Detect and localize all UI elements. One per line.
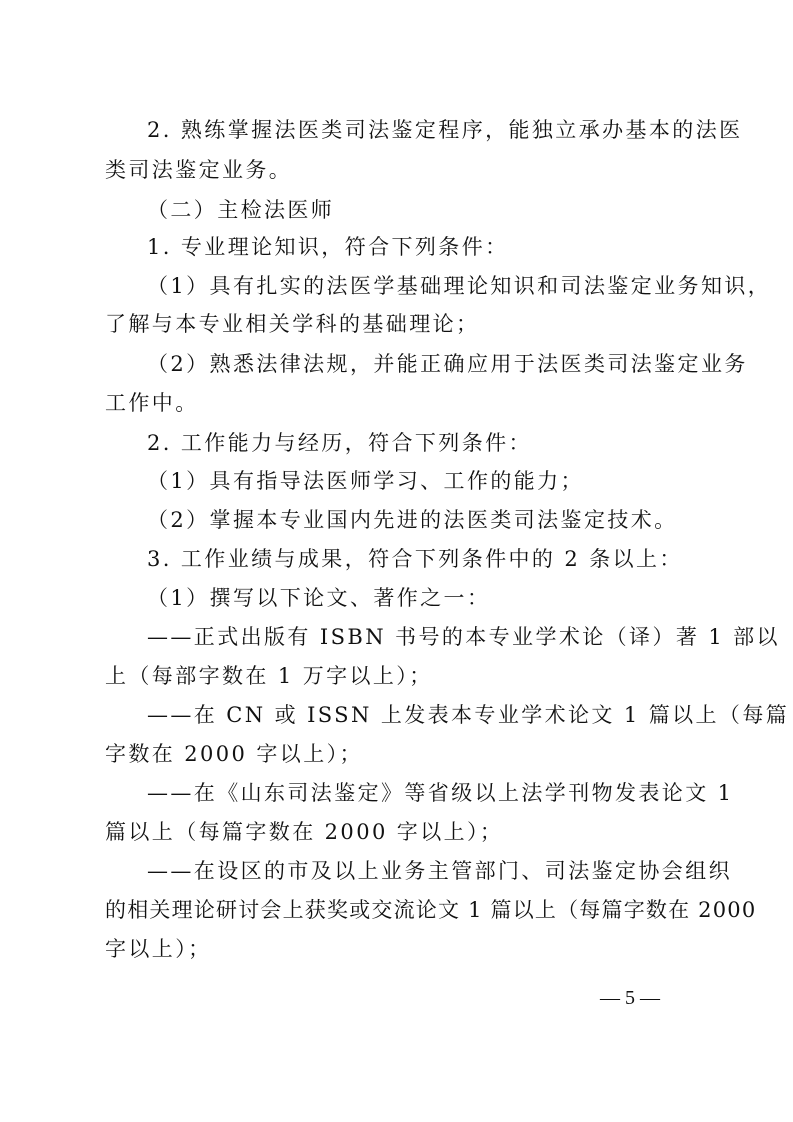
text-line-3: （二）主检法医师	[147, 198, 335, 222]
text-line-16: ——在 CN 或 ISSN 上发表本专业学术论文 1 篇以上（每篇	[147, 703, 790, 727]
text-line-1: 2. 熟练掌握法医类司法鉴定程序，能独立承办基本的法医	[147, 118, 743, 142]
text-line-15: 上（每部字数在 1 万字以上）；	[105, 664, 433, 688]
text-line-22: 字以上）；	[105, 937, 212, 961]
text-line-14: ——正式出版有 ISBN 书号的本专业学术论（译）著 1 部以	[147, 625, 780, 649]
text-line-6: 了解与本专业相关学科的基础理论；	[105, 312, 480, 336]
text-line-7: （2）熟悉法律法规，并能正确应用于法医类司法鉴定业务	[147, 352, 748, 376]
text-line-8: 工作中。	[105, 391, 199, 415]
text-line-10: （1）具有指导法医师学习、工作的能力；	[147, 469, 584, 493]
text-line-21: 的相关理论研讨会上获奖或交流论文 1 篇以上（每篇字数在 2000	[105, 898, 757, 922]
text-line-13: （1）撰写以下论文、著作之一：	[147, 586, 491, 610]
page-number: — 5 —	[600, 987, 660, 1009]
text-line-2: 类司法鉴定业务。	[105, 158, 293, 182]
text-line-11: （2）掌握本专业国内先进的法医类司法鉴定技术。	[147, 508, 678, 532]
text-line-5: （1）具有扎实的法医学基础理论知识和司法鉴定业务知识，	[147, 274, 772, 298]
text-line-12: 3. 工作业绩与成果，符合下列条件中的 2 条以上：	[147, 547, 683, 571]
text-line-4: 1. 专业理论知识，符合下列条件：	[147, 235, 509, 259]
text-line-18: ——在《山东司法鉴定》等省级以上法学刊物发表论文 1	[147, 781, 734, 805]
text-line-9: 2. 工作能力与经历，符合下列条件：	[147, 431, 532, 455]
text-line-17: 字数在 2000 字以上）；	[105, 742, 363, 766]
text-line-19: 篇以上（每篇字数在 2000 字以上）；	[105, 820, 504, 844]
text-line-20: ——在设区的市及以上业务主管部门、司法鉴定协会组织	[147, 859, 732, 883]
